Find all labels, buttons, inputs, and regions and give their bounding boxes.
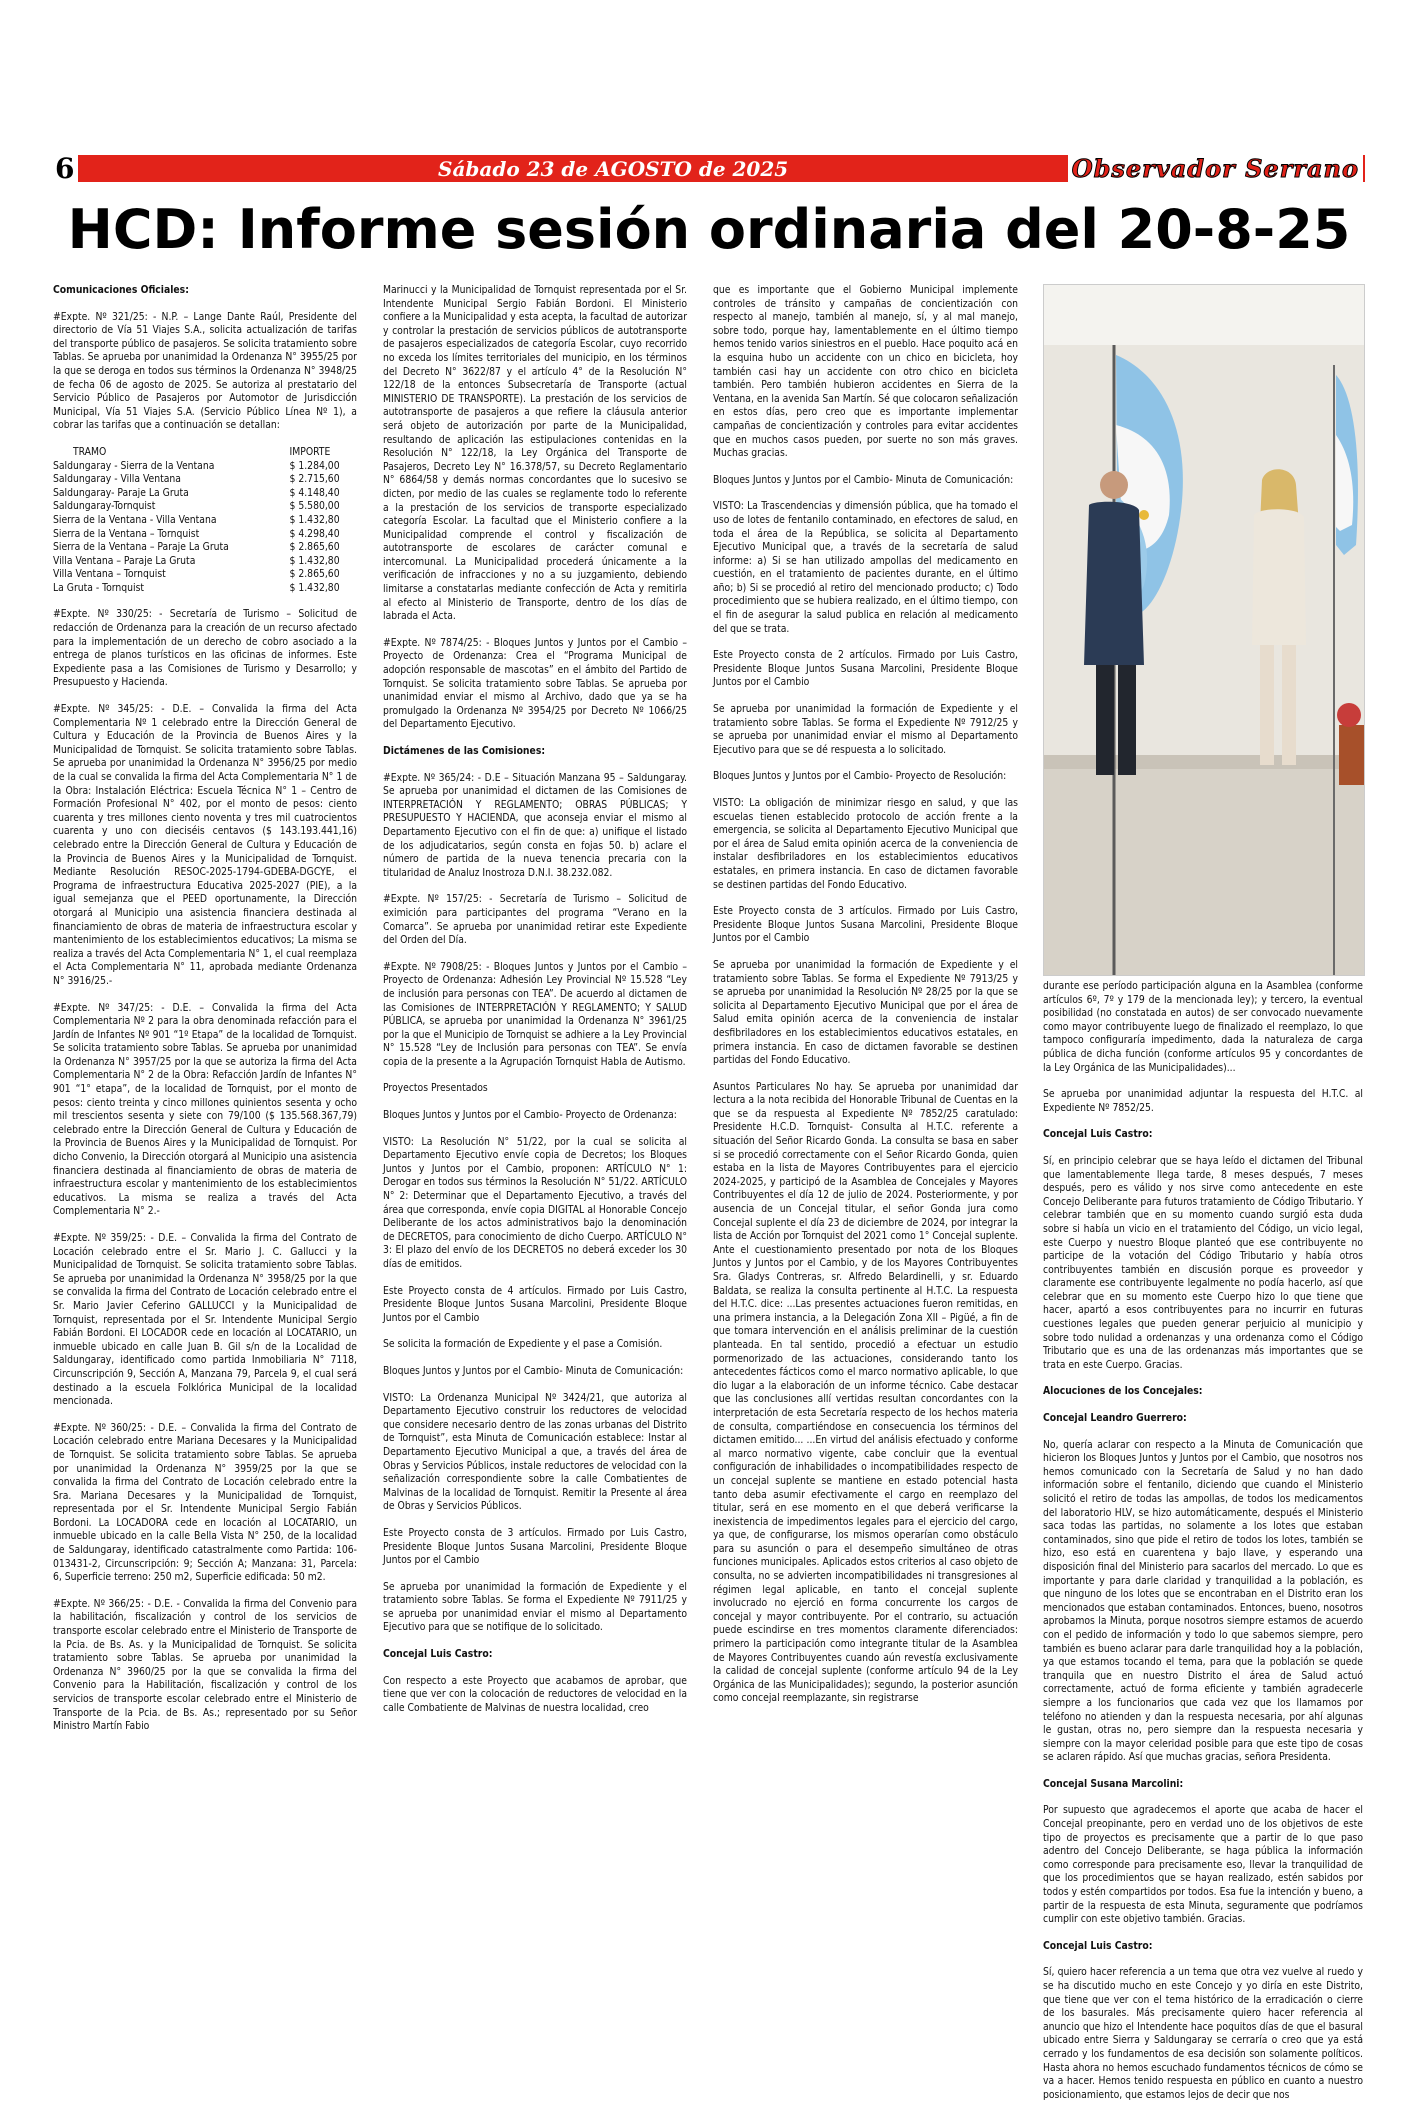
paragraph: durante ese período participación alguna en la Asamblea (conforme artículos 6º, 7º y 179 de la mencionada ley); y tercero, la eventual posibilidad (no constatada en autos) de ser convocado nuevamente como mayor contribuyente luego de finalizado el reemplazo, lo que tampoco configuraría impedimento, dada la naturaleza de carga pública de dicha función (conforme artículos 95 y concordantes de la Ley Orgánica de las Municipalidades)...: [1043, 980, 1363, 1074]
tariff-row: [53, 541, 357, 555]
tariff-row: [53, 500, 357, 514]
tariff-route: Sierra de la Ventana – Tornquist: [53, 527, 200, 540]
speaker-heading: Concejal Leandro Guerrero:: [1043, 1412, 1187, 1425]
speaker-heading: Concejal Luis Castro:: [1043, 1128, 1153, 1141]
tariff-row: [53, 528, 357, 542]
paragraph: Bloques Juntos y Juntos por el Cambio- Minuta de Comunicación:: [713, 473, 1014, 486]
tariff-header-tramo: TRAMO: [73, 445, 107, 458]
tariff-route: Saldungaray - Sierra de la Ventana: [53, 459, 215, 472]
tariff-row: [53, 568, 357, 582]
tariff-route: Saldungaray- Paraje La Gruta: [53, 486, 189, 499]
tariff-row: [53, 582, 357, 596]
tariff-row: [53, 473, 357, 487]
paragraph: Bloques Juntos y Juntos por el Cambio- Proyecto de Resolución:: [713, 770, 1007, 783]
paragraph: #Expte. Nº 345/25: - D.E. – Convalida la firma del Acta Complementaria Nº 1 celebrado entre la Dirección General de Cultura y Educación de la Provincia de Buenos Aires y la Municipalidad de Tornquist. Se solicita tratamiento sobre Tablas. Se aprueba por unanimidad la Ordenanza N° 3956/25 por medio de la cual se convalida la firma del Acta Complementaria N° 1 de la Obra: Instalación Eléctrica: Escuela Técnica N° 1 – Centro de Formación Profesional N° 402, por el monto de pesos: ciento cuarenta y tres millones ciento noventa y tres mil cuatrocientos cuarenta y uno con dieciséis centavos ($ 143.193.441,16) celebrado entre la Dirección General de Cultura y Educación de la Provincia de Buenos Aires y la Municipalidad de Tornquist. Mediante Resolución RESOC-2025-1794-GDEBA-DGCYE, el Programa de infraestructura Educativa 2025-2027 (PIE), a la igual semejanza que el PEED oportunamente, la Dirección otorgará al Municipio una asistencia financiera destinada al financiamiento de obras de materia de infraestructura escolar y mantenimiento de los establecimientos educativos; La misma se realiza a través del Acta Complementaria N° 1, el cual reemplaza el Acta Complementaria N° 11, aprobada mediante Ordenanza N° 3916/25.-: [53, 703, 357, 987]
paragraph: Este Proyecto consta de 4 artículos. Firmado por Luis Castro, Presidente Bloque Juntos Susana Marcolini, Presidente Bloque Juntos por el Cambio: [383, 1284, 687, 1324]
article-column-1: [53, 284, 357, 2064]
paragraph: Este Proyecto consta de 3 artículos. Firmado por Luis Castro, Presidente Bloque Juntos Susana Marcolini, Presidente Bloque Juntos por el Cambio: [713, 905, 1018, 945]
paragraph: No, quería aclarar con respecto a la Minuta de Comunicación que hicieron los Bloques Juntos y Juntos por el Cambio, que nosotros nos hemos comunicado con la Secretaría de Salud y no han dado información sobre el fentanilo, diciendo que cuando el Ministerio solicitó el retiro de todas las ampollas, de todos los medicamentos del laboratorio HLV, se hizo automáticamente, después el Ministerio saca todas las partidas, no solamente a los lotes que estaban contaminados, sino que pide el retiro de todos los lotes, también se hizo, eso está en cuarentena y bajo llave, y esperando una disposición final del Ministerio para sacarlos del mercado. Lo que es importante y para darle claridad y tranquilidad a la población, es que ninguno de los lotes que se encontraban en el Distrito eran los mencionados que estaban contaminados. Entonces, bueno, nosotros aprobamos la Minuta, porque nosotros siempre estamos de acuerdo con el pedido de información y todo lo que sabemos siempre, pero también es bueno aclarar para darle tranquilidad hoy a la población, ya que estamos tocando el tema, para que la población se quede tranquila que en nuestro Distrito el área de Salud actuó correctamente, actuó de forma eficiente y también agradecerle siempre a los funcionarios que cada vez que los llamamos por teléfono no atienden y dan la respuesta necesaria, por ahí algunas le gustan, otras no, pero siempre dan la respuesta necesaria y siempre con la mayor celeridad posible para que este tipo de cosas se aclaren rápido. Así que muchas gracias, señora Presidenta.: [1043, 1438, 1363, 1764]
article-headline: HCD: Informe sesión ordinaria del 20-8-25: [67, 198, 1351, 261]
paragraph: Sí, en principio celebrar que se haya leído el dictamen del Tribunal que lamentablemente llega tarde, 8 meses después, 7 meses después, pero es válido y nos sirve como antecedente en este Concejo Deliberante para futuros tratamiento de Código Tributario. Y celebrar también que en su momento cuando surgió esta duda sobre si había un vicio en el tratamiento del Código, un vicio legal, este Cuerpo y nuestro Bloque planteó que ese contribuyente no participe de la votación del Código Tributario y había otros contribuyentes también en discusión porque es proveedor y claramente ese contribuyente legalmente no podía hacerlo, así que celebrar que en su momento este Cuerpo hizo lo que tiene que hacer, apartó a esos contribuyentes para no incurrir en futuras cuestiones legales que pueden generar perjuicio al municipio y sobre todo nulidad a ordenanzas y una ordenanza como el Código Tributario que es una de las ordenanzas más importantes que se trata en este Cuerpo. Gracias.: [1043, 1154, 1363, 1371]
paragraph: Bloques Juntos y Juntos por el Cambio- Minuta de Comunicación:: [383, 1364, 684, 1377]
section-heading: Comunicaciones Oficiales:: [53, 284, 189, 296]
issue-date: Sábado 23 de AGOSTO de 2025: [438, 156, 789, 181]
tariff-row: [53, 514, 357, 528]
tariff-row: [53, 487, 357, 501]
paragraph: Se aprueba por unanimidad la formación de Expediente y el tratamiento sobre Tablas. Se forma el Expediente Nº 7913/25 y se aprueba por unanimidad la Resolución Nº 28/25 por la que se solicita al Departamento Ejecutivo Municipal que por el área de Salud emita opinión acerca de la conveniencia de instalar desfibriladores en los establecimientos educativos estatales, en primera instancia. En caso de dictamen favorable se destinen partidas del Fondo Educativo.: [713, 958, 1018, 1067]
paragraph: Se aprueba por unanimidad la formación de Expediente y el tratamiento sobre Tablas. Se forma el Expediente Nº 7912/25 y se aprueba por unanimidad enviar el mismo al Departamento Ejecutivo para que se dé respuesta a lo solicitado.: [713, 703, 1018, 756]
tariff-table: [53, 446, 357, 596]
tariff-price: $ 1.284,00: [289, 459, 340, 472]
article-column-4: [1043, 980, 1363, 2101]
paragraph: VISTO: La Ordenanza Municipal Nº 3424/21, que autoriza al Departamento Ejecutivo construir los reductores de velocidad que considere necesario dentro de las zonas urbanas del Distrito de Tornquist”, esta Minuta de Comunicación establece: Instar al Departamento Ejecutivo Municipal a que, a través del área de Obras y Servicios Públicos, instale reductores de velocidad con la señalización correspondiente sobre la calle Combatientes de Malvinas de la localidad de Tornquist. Remitir la Presente al área de Obras y Servicios Públicos.: [383, 1391, 687, 1513]
paragraph: #Expte. Nº 7874/25: - Bloques Juntos y Juntos por el Cambio – Proyecto de Ordenanza: Crea el “Programa Municipal de adopción responsable de mascotas” en el ámbito del Partido de Tornquist. Se solicita tratamiento sobre Tablas. Se aprueba por unanimidad enviar el mismo al Archivo, dado que ya se ha promulgado la Ordenanza Nº 3954/25 por Decreto Nº 1066/25 del Departamento Ejecutivo.: [383, 636, 687, 731]
tariff-price: $ 1.432,80: [289, 581, 340, 594]
tariff-price: $ 5.580,00: [289, 500, 340, 513]
paragraph: #Expte. Nº 330/25: - Secretaría de Turismo – Solicitud de redacción de Ordenanza para la creación de un recurso afectado para la implementación de un derecho de cobro asociado a la entrega de planos turísticos en las oficinas de informes. Este Expediente pasa a las Comisiones de Turismo y Desarrollo; y Presupuesto y Hacienda.: [53, 608, 357, 689]
paragraph: #Expte. Nº 157/25: - Secretaría de Turismo – Solicitud de eximición para participantes del programa “Verano en la Comarca”. Se aprueba por unanimidad retirar este Expediente del Orden del Día.: [383, 893, 687, 947]
paragraph: Se aprueba por unanimidad adjuntar la respuesta del H.T.C. al Expediente Nº 7852/25.: [1043, 1088, 1363, 1114]
tariff-route: Sierra de la Ventana - Villa Ventana: [53, 513, 217, 526]
paragraph: que es importante que el Gobierno Municipal implemente controles de tránsito y campañas de concientización con respecto al manejo, también al manejo, sí, y al mal manejo, sobre todo, porque hay, lamentablemente en el último tiempo hemos tenido varios siniestros en el pueblo. Hace poquito acá en la esquina hubo un accidente con un chico en bicicleta, hoy también casi hay un accidente con otro chico en bicicleta también. Pero también hubieron accidentes en Sierra de la Ventana, en la avenida San Martín. Sé que colocaron señalización en estos días, pero creo que es importante implementar campañas de concientización y controles para evitar accidentes que en muchos casos pueden, por suerte no son más graves. Muchas gracias.: [713, 284, 1018, 460]
masthead-band: [53, 152, 1365, 185]
tariff-price: $ 2.715,60: [289, 473, 340, 486]
paragraph: VISTO: La obligación de minimizar riesgo en salud, y que las escuelas tienen establecido protocolo de acción frente a la emergencia, se solicita al Departamento Ejecutivo Municipal que por el área de Salud emita opinión acerca de la conveniencia de instalar desfibriladores en los establecimientos educativos estatales, en primera instancia. En caso de dictamen favorable se destinen partidas del Fondo Educativo.: [713, 797, 1018, 891]
section-heading: Dictámenes de las Comisiones:: [383, 745, 546, 757]
tariff-price: $ 2.865,60: [289, 568, 340, 581]
paragraph: Se aprueba por unanimidad la formación de Expediente y el tratamiento sobre Tablas. Se forma el Expediente Nº 7911/25 y se aprueba por unanimidad enviar el mismo al Departamento Ejecutivo para que se notifique de lo solicitado.: [383, 1580, 687, 1634]
tariff-row: [53, 460, 357, 474]
section-heading: Proyectos Presentados: [383, 1082, 488, 1095]
page-number: 6: [51, 155, 78, 182]
flag-ceremony-image: [1044, 285, 1364, 975]
paragraph: #Expte. Nº 366/25: - D.E. - Convalida la firma del Convenio para la habilitación, fiscalización y control de los servicios de transporte escolar celebrado entre el Ministerio de Transporte de la Pcia. de Bs. As. y la Municipalidad de Tornquist. Se solicita tratamiento sobre Tablas. Se aprueba por unanimidad la Ordenanza N° 3960/25 por la que se convalida la firma del Convenio para la Habilitación, fiscalización y control de los servicios de transporte escolar celebrado entre el Ministerio de Transporte de la Pcia. de Bs. As.; representado por su Señor Ministro Martín Fabio: [53, 1597, 357, 1733]
article-column-3: [713, 284, 1018, 2064]
section-heading: Alocuciones de los Concejales:: [1043, 1385, 1203, 1398]
paragraph: Bloques Juntos y Juntos por el Cambio- Proyecto de Ordenanza:: [383, 1109, 677, 1122]
paragraph: Sí, quiero hacer referencia a un tema que otra vez vuelve al ruedo y se ha discutido mucho en este Concejo y yo diría en este Distrito, que tiene que ver con el tema histórico de la erradicación o cierre de los basurales. Más precisamente quiero hacer referencia al anuncio que hizo el Intendente hace poquitos días de que el basural ubicado entre Sierra y Saldungaray se cerraría o creo que ya está cerrado y los fundamentos de esa decisión son solamente políticos. Hasta ahora no hemos escuchado fundamentos técnicos de cómo se va a hacer. Hemos tenido respuesta en público en cuanto a nuestro posicionamiento, que estamos lejos de decir que nos: [1043, 1966, 1363, 2101]
tariff-route: Sierra de la Ventana – Paraje La Gruta: [53, 541, 229, 554]
paragraph: #Expte. Nº 321/25: - N.P. – Lange Dante Raúl, Presidente del directorio de Vía 51 Viajes S.A., solicita actualización de tarifas del transporte público de pasajeros. Se solicita tratamiento sobre Tablas. Se aprueba por unanimidad la Ordenanza N° 3955/25 por la que se deroga en todos sus términos la Ordenanza N° 3948/25 de fecha 06 de agosto de 2025. Se autoriza al prestatario del Servicio Público de Pasajeros por Automotor de Jurisdicción Municipal, Vía 51 Viajes S.A. (Servicio Público Línea Nº 1), a cobrar las tarifas que a continuación se detallan:: [53, 310, 357, 432]
paragraph: Asuntos Particulares No hay. Se aprueba por unanimidad dar lectura a la nota recibida del Honorable Tribunal de Cuentas en la que se da respuesta al Expediente Nº 7852/25 caratulado: Presidente H.C.D. Tornquist- Consulta al H.T.C. referente a situación del Señor Ricardo Gonda. La consulta se basa en saber si se procedió correctamente con el Señor Ricardo Gonda, quien estaba en la lista de Mayores Contribuyentes para el ejercicio 2024-2025, y participó de la Asamblea de Concejales y Mayores Contribuyentes el día 12 de julio de 2024. Posteriormente, y por ausencia de un Concejal titular, el señor Gonda jura como Concejal suplente el día 23 de diciembre de 2024, por integrar la lista de Acción por Tornquist del 2021 como 1° Concejal suplente. Ante el cuestionamiento presentado por nota de los Bloques Juntos y Juntos por el Cambio, y de los Mayores Contribuyentes Sra. Gladys Contreras, sr. Alfredo Belardinelli, y sr. Eduardo Baldata, se realiza la consulta pertinente al H.T.C. La respuesta del H.T.C. dice: ...Las presentes actuaciones fueron remitidas, en una primera instancia, a la Delegación Zona XII – Pigüé, a fin de que tomara intervención en el análisis preliminar de la cuestión planteada. En tal sentido, procedió a efectuar un estudio pormenorizado de las actuaciones, considerando tanto los antecedentes fácticos como el marco normativo aplicable, lo que dio lugar a la elaboración de un informe técnico. Cabe destacar que las conclusiones allí vertidas resultan concordantes con la interpretación de esta Secretaría respecto de los hechos materia de consulta, compartiéndose en consecuencia los términos del dictamen emitido... ...En virtud del análisis efectuado y conforme al marco normativo vigente, cabe concluir que la eventual configuración de inhabilidades o incompatibilidades respecto de un concejal suplente se mantiene en estado potencial hasta tanto deba asumir efectivamente el cargo en reemplazo del titular, será en ese momento en el que deberá verificarse la inexistencia de impedimentos legales para el ejercicio del cargo, ya que, de configurarse, los mismos operarían como obstáculo para su asunción o para el desempeño simultáneo de otras funciones municipales. Aplicados estos criterios al caso objeto de consulta, no se advierten incompatibilidades ni transgresiones al régimen legal aplicable, en tanto el concejal suplente involucrado no ejerció en forma concurrente los cargos de concejal y mayor contribuyente. Por el contrario, su actuación puede escindirse en tres momentos claramente diferenciados: primero la participación como integrante titular de la Asamblea de Mayores Contribuyentes cuando aún revestía exclusivamente la calidad de concejal suplente (conforme artículo 94 de la Ley Orgánica de las Municipalidades); segundo, la posterior asunción como concejal reemplazante, sin registrarse: [713, 1080, 1018, 1705]
tariff-header-row: [53, 446, 357, 460]
tariff-route: Saldungaray - Villa Ventana: [53, 473, 181, 486]
paragraph: #Expte. Nº 359/25: - D.E. – Convalida la firma del Contrato de Locación celebrado entre el Sr. Mario J. C. Gallucci y la Municipalidad de Tornquist. Se solicita tratamiento sobre Tablas. Se aprueba por unanimidad la Ordenanza N° 3958/25 por la que se convalida la firma del Contrato de Locación celebrado entre el Sr. Mario Javier Ceferino GALLUCCI y la Municipalidad de Tornquist, representada por el Sr. Intendente Municipal Sergio Fabián Bordoni. El LOCADOR cede en locación al LOCATARIO, un inmueble ubicado en calle Juan B. Gil s/n de la Localidad de Saldungaray, identificado como partida Inmobiliaria N° 7118, Circunscripción 9, Sección A, Manzana 79, Parcela 9, el cual será destinado a la escuela Folklórica Municipal de la localidad mencionada.: [53, 1232, 357, 1408]
paragraph: #Expte. Nº 365/24: - D.E – Situación Manzana 95 – Saldungaray. Se aprueba por unanimidad el dictamen de las Comisiones de INTERPRETACIÓN Y REGLAMENTO; OBRAS PÚBLICAS; Y PRESUPUESTO Y HACIENDA, que aconseja enviar el mismo al Departamento Ejecutivo con el fin de que: a) unifique el listado de los adjudicatarios, según consta en fojas 50. b) aclare el número de partida de la nueva tenencia precaria con la titularidad de Analuz Inostroza D.N.I. 38.232.082.: [383, 771, 687, 879]
paragraph: Por supuesto que agradecemos el aporte que acaba de hacer el Concejal preopinante, pero en verdad uno de los objetivos de este tipo de proyectos es precisamente que a partir de lo que paso adentro del Concejo Deliberante, se haga pública la información como corresponde para precisamente eso, llevar la tranquilidad de que los procedimientos que se hayan realizado, estén sabidos por todos y estén compartidos por todos. Esa fue la intención y bueno, a partir de la respuesta de esta Minuta, seguramente que podríamos cumplir con este objetivo también. Gracias.: [1043, 1804, 1363, 1926]
tariff-route: Villa Ventana – Paraje La Gruta: [53, 554, 196, 567]
tariff-header-importe: IMPORTE: [289, 445, 331, 458]
speaker-heading: Concejal Luis Castro:: [383, 1648, 493, 1661]
paragraph: Este Proyecto consta de 2 artículos. Firmado por Luis Castro, Presidente Bloque Juntos Susana Marcolini, Presidente Bloque Juntos por el Cambio: [713, 649, 1018, 689]
tariff-route: La Gruta - Tornquist: [53, 581, 145, 594]
tariff-row: [53, 555, 357, 569]
paragraph: Este Proyecto consta de 3 artículos. Firmado por Luis Castro, Presidente Bloque Juntos Susana Marcolini, Presidente Bloque Juntos por el Cambio: [383, 1526, 687, 1567]
tariff-price: $ 4.148,40: [289, 486, 340, 499]
tariff-price: $ 1.432,80: [289, 554, 340, 567]
newspaper-logo: Observador Serrano: [1068, 154, 1363, 183]
paragraph: #Expte. Nº 360/25: - D.E. – Convalida la firma del Contrato de Locación celebrado entre Mariana Decesares y la Municipalidad de Tornquist. Se solicita tratamiento sobre Tablas. Se aprueba por unanimidad la Ordenanza N° 3959/25 por la que se convalida la firma del Contrato de Locación celebrado entre la Sra. Mariana Decesares y la Municipalidad de Tornquist, representada por el Sr. Intendente Municipal Sergio Fabián Bordoni. La LOCADORA cede en locación al LOCATARIO, un inmueble ubicado en la calle Bella Vista N° 250, de la localidad de Saldungaray, identificado catastralmente como Partida: 106-013431-2, Circunscripción: 9; Sección A; Manzana: 31, Parcela: 6, Superficie terreno: 250 m2, Superficie edificada: 50 m2.: [53, 1421, 357, 1584]
article-column-2: [383, 284, 687, 2064]
speaker-heading: Concejal Susana Marcolini:: [1043, 1777, 1184, 1790]
paragraph: Con respecto a este Proyecto que acabamos de aprobar, que tiene que ver con la colocación de reductores de velocidad en la calle Combatiente de Malvinas de nuestra localidad, creo: [383, 1674, 687, 1714]
paragraph: #Expte. Nº 347/25: - D.E. – Convalida la firma del Acta Complementaria Nº 2 para la obra denominada refacción para el Jardín de Infantes Nº 901 “1º Etapa” de la localidad de Tornquist. Se solicita tratamiento sobre Tablas. Se aprueba por unanimidad la Ordenanza N° 3957/25 por la que se autoriza la firma del Acta Complementaria N° 2 de la Obra: Refacción Jardín de Infantes N° 901 “1° etapa”, de la localidad de Tornquist, por el monto de pesos: ciento treinta y cinco millones quinientos sesenta y ocho mil trescientos sesenta y siete con 79/100 ($ 135.568.367,79) celebrado entre la Dirección General de Cultura y Educación de la Provincia de Buenos Aires y la Municipalidad de Tornquist. Por dicho Convenio, la Dirección otorgará al Municipio una asistencia financiera destinada al financiamiento de obras de materia de infraestructura escolar y mantenimiento de los establecimientos educativos. La misma se realiza a través del Acta Complementaria N° 2.-: [53, 1001, 357, 1218]
paragraph: Se solicita la formación de Expediente y el pase a Comisión.: [383, 1338, 663, 1351]
tariff-route: Villa Ventana – Tornquist: [53, 568, 166, 581]
paragraph: #Expte. Nº 7908/25: - Bloques Juntos y Juntos por el Cambio – Proyecto de Ordenanza: Adhesión Ley Provincial Nº 15.528 “Ley de inclusión para personas con TEA”. De acuerdo al dictamen de las Comisiones de INTERPRETACIÓN Y REGLAMENTO; Y SALUD PÚBLICA, se aprueba por unanimidad la Ordenanza N° 3961/25 por la que el Municipio de Tornquist se adhiere a la Ley Provincial N° 15.528 “Ley de Inclusión para personas con TEA”. Se envía copia de la presente a la Agrupación Tornquist Habla de Autismo.: [383, 960, 687, 1068]
tariff-price: $ 1.432,80: [289, 513, 340, 526]
tariff-price: $ 4.298,40: [289, 527, 340, 540]
paragraph: VISTO: La Trascendencias y dimensión pública, que ha tomado el uso de lotes de fentanilo contaminado, en efectores de salud, en toda el área de la República, se solicita al Departamento Ejecutivo Municipal que, a través de la secretaría de salud informe: a) Si se han utilizado ampollas del medicamento en cuestión, en el tratamiento de pacientes durante, en el último año; b) Si se procedió al retiro del mencionado producto; c) Todo procedimiento que se hubiera realizado, en el último tiempo, con el fin de asegurar la salud publica en relación al medicamento del que se trata.: [713, 500, 1018, 635]
session-photo: [1043, 284, 1365, 976]
paragraph: VISTO: La Resolución N° 51/22, por la cual se solicita al Departamento Ejecutivo envíe copia de Decretos; los Bloques Juntos y Juntos por el Cambio, proponen: ARTÍCULO N° 1: Derogar en todos sus términos la Resolución N° 51/22. ARTÍCULO N° 2: Determinar que el Departamento Ejecutivo, a través del área que corresponda, envíe copia DIGITAL al Honorable Concejo Deliberante de los actos administrativos bajo la denominación de DECRETOS, para conocimiento de dicho Cuerpo. ARTÍCULO N° 3: El plazo del envío de los DECRETOS no deberá exceder los 30 días de emitidos.: [383, 1135, 687, 1270]
tariff-route: Saldungaray-Tornquist: [53, 500, 156, 513]
tariff-price: $ 2.865,60: [289, 541, 340, 554]
speaker-heading: Concejal Luis Castro:: [1043, 1939, 1153, 1952]
paragraph: Marinucci y la Municipalidad de Tornquist representada por el Sr. Intendente Municipal Sergio Fabián Bordoni. El Ministerio confiere a la Municipalidad y esta acepta, la facultad de autorizar y controlar la prestación de servicios públicos de autotransporte de pasajeros especializados de categoría Escolar, cuyo recorrido no exceda los límites territoriales del municipio, en los términos del Decreto N° 3622/87 y el artículo 4° de la Resolución N° 122/18 de la entonces Subsecretaría de Transporte (actual MINISTERIO DE TRANSPORTE). La prestación de los servicios de autotransporte de pasajeros a que refiere la cláusula anterior será objeto de autorización por parte de la Municipalidad, resultando de aplicación las estipulaciones contenidas en la Resolución N° 122/18, la Ley Orgánica del Transporte de Pasajeros, Decreto Ley N° 16.378/57, su Decreto Reglamentario N° 6864/58 y demás normas concordantes que lo sucesivo se dicten, por medio de las cuales se reglamente todo lo referente a la prestación de los servicios de transporte especializado categoría Escolar. La facultad que el Ministerio confiere a la Municipalidad comprende el control y fiscalización de autotransporte de escolares de carácter comunal e intercomunal. La Municipalidad procederá únicamente a la verificación de infracciones y no a su juzgamiento, debiendo limitarse a constatarlas mediante confección de Acta y remitirla al efecto al Ministerio de Transporte, dentro de los días de labrada el Acta.: [383, 284, 687, 623]
